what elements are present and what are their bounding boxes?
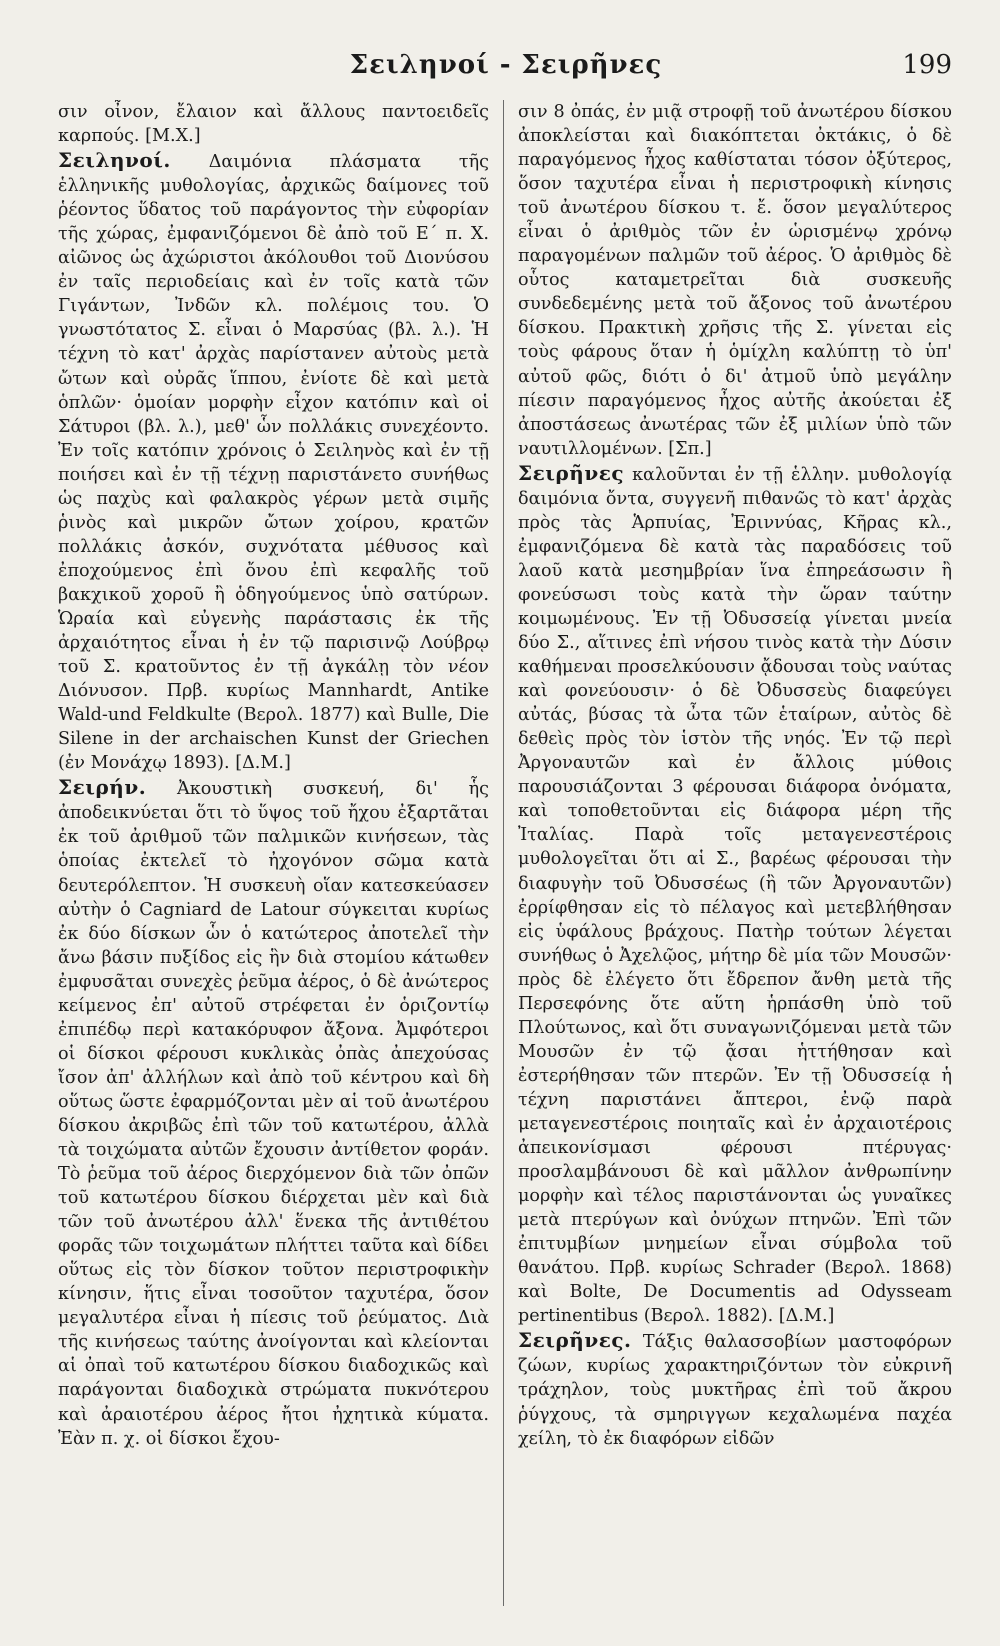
- entry-seirenes-zoology: [518, 1328, 952, 1450]
- entry-lemma: Σειρῆνες.: [518, 1328, 632, 1353]
- entry-lemma: Σειρήν.: [58, 775, 147, 800]
- running-head: Σειληνοί - Σειρῆνες: [349, 50, 663, 80]
- entry-lemma: Σειληνοί.: [58, 148, 171, 173]
- entry-lemma: Σειρῆνες: [518, 460, 625, 485]
- entry-text: καλοῦνται ἐν τῇ ἑλλην. μυθολογίᾳ δαιμόνια ὄντα, συγγενῆ πιθανῶς τὸ κατ' ἀρχὰς πρὸς τὰς Ἁρπυίας, Ἐριννύας, Κῆρας κλ., ἐμφανιζόμενα δὲ κατὰ τὰς παραδόσεις τοῦ λαοῦ κατὰ μεσημβρίαν ἵνα ἐπηρεάσωσιν ἢ φονεύσωσι τοὺς κατὰ τὴν ὥραν ταύτην κοιμωμένους. Ἐν τῇ Ὀδυσσείᾳ γίνεται μνεία δύο Σ., αἵτινες ἐπὶ νήσου τινὸς κατὰ τὴν Δύσιν καθήμεναι προσελκύουσιν ᾄδουσαι τοὺς ναύτας καὶ φονεύουσιν· ὁ δὲ Ὀδυσσεὺς διαφεύγει αὐτάς, βύσας τὰ ὦτα τῶν ἑταίρων, αὐτὸς δὲ δεθεὶς πρὸς τὸν ἱστὸν τῆς νηός. Ἐν τῷ περὶ Ἀργοναυτῶν καὶ ἐν ἄλλοις μύθοις παρουσιάζονται 3 φέρουσαι διάφορα ὀνόματα, καὶ τοποθετοῦνται εἰς διάφορα μέρη τῆς Ἰταλίας. Παρὰ τοῖς μεταγενεστέροις μυθολογεῖται ὅτι αἱ Σ., βαρέως φέρουσαι τὴν διαφυγὴν τοῦ Ὀδυσσέως (ἢ τῶν Ἀργοναυτῶν) ἐρρίφθησαν εἰς τὸ πέλαγος καὶ μετεβλήθησαν εἰς ὑφάλους βράχους. Πατὴρ τούτων λέγεται συνήθως ὁ Ἀχελῷος, μήτηρ δὲ μία τῶν Μουσῶν· πρὸς δὲ ἐλέγετο ὅτι ἔδρεπον ἄνθη μετὰ τῆς Περσεφόνης ὅτε αὕτη ἡρπάσθη ὑπὸ τοῦ Πλούτωνος, καὶ ὅτι συναγωνιζόμεναι μετὰ τῶν Μουσῶν ἐν τῷ ᾄσαι ἡττήθησαν καὶ ἐστερήθησαν τῶν πτερῶν. Ἐν τῇ Ὀδυσσείᾳ ἡ τέχνη παριστάνει ἄπτεροι, ἐνῷ παρὰ μεταγενεστέροις ποιηταῖς καὶ ἐν ἀρχαιοτέροις ἀπεικονίσμασι φέρουσι πτέρυγας· προσλαμβάνουσι δὲ καὶ μᾶλλον ἀνθρωπίνην μορφὴν καὶ τέλος παριστάνονται ὡς γυναῖκες μετὰ πτερύγων καὶ ὀνύχων πτηνῶν. Ἐπὶ τῶν ἐπιτυμβίων μνημείων εἶναι σύμβολα τοῦ θανάτου. Πρβ. κυρίως Schrader (Βερολ. 1868) καὶ Bolte, De Documentis ad Odysseam pertinentibus (Βερολ. 1882). [Δ.Μ.]: [518, 464, 952, 1327]
- entry-text: Τάξις θαλασσοβίων μαστοφόρων ζώων, κυρίως χαρακτηριζόντων τὸν εὐκρινῆ τράχηλον, τοὺς μυκτῆρας ἐπὶ τοῦ ἄκρου ῥύγχους, τὰ σμηριγγων κεχαλωμένα παχέα χείλη, τὸ ἐκ διαφόρων εἰδῶν: [518, 1332, 952, 1449]
- page-number: 199: [902, 50, 952, 80]
- left-column: [56, 100, 504, 1606]
- entry-seilenoi: [58, 148, 489, 775]
- paragraph-text: σιν 8 ὀπάς, ἐν μιᾷ στροφῇ τοῦ ἀνωτέρου δίσκου ἀποκλείσται καὶ διακόπτεται ὀκτάκις, ὁ δὲ παραγόμενος ἦχος καθίσταται τόσον ὀξύτερος, ὅσον ταχυτέρα εἶναι ἡ περιστροφικὴ κίνησις τοῦ ἀνωτέρου δίσκου τ. ἔ. ὅσον μεγαλύτερος εἶναι ὁ ἀριθμὸς τῶν ἐν ὡρισμένῳ χρόνῳ παραγομένων παλμῶν τοῦ ἀέρος. Ὁ ἀριθμὸς δὲ οὗτος καταμετρεῖται διὰ συσκευῆς συνδεδεμένης μετὰ τοῦ ἄξονος τοῦ ἀνωτέρου δίσκου. Πρακτικὴ χρῆσις τῆς Σ. γίνεται εἰς τοὺς φάρους ὅταν ἡ ὁμίχλη καλύπτῃ τὸ ὑπ' αὐτοῦ φῶς, διότι ὁ δι' ἀτμοῦ ὑπὸ μεγάλην πίεσιν παραγόμενος ἦχος αὐτῆς ἀκούεται ἐξ ἀποστάσεως ἀνωτέρας τῶν ἐξ μιλίων ὑπὸ τῶν ναυτιλλομένων. [Σπ.]: [518, 102, 952, 459]
- paragraph-text: σιν οἶνον, ἔλαιον καὶ ἄλλους παντοειδεῖς καρπούς. [Μ.Χ.]: [58, 102, 489, 147]
- entry-text: Ἀκουστικὴ συσκευή, δι' ἧς ἀποδεικνύεται ὅτι τὸ ὕψος τοῦ ἤχου ἐξαρτᾶται ἐκ τοῦ ἀριθμοῦ τῶν παλμικῶν κινήσεων, τὰς ὁποίας ἐκτελεῖ τὸ ἠχογόνον σῶμα κατὰ δευτερόλεπτον. Ἡ συσκευὴ οἵαν κατεσκεύασεν αὐτὴν ὁ Cagniard de Latour σύγκειται κυρίως ἐκ δύο δίσκων ὧν ὁ κατώτερος ἀποτελεῖ τὴν ἄνω βάσιν πυξίδος εἰς ἣν διὰ στομίου κάτωθεν ἐμφυσᾶται συνεχὲς ῥεῦμα ἀέρος, ὁ δὲ ἀνώτερος κείμενος ἐπ' αὐτοῦ στρέφεται ἐν ὁριζοντίῳ ἐπιπέδῳ περὶ κατακόρυφον ἄξονα. Ἀμφότεροι οἱ δίσκοι φέρουσι κυκλικὰς ὀπὰς ἀπεχούσας ἴσον ἀπ' ἀλλήλων καὶ ἀπὸ τοῦ κέντρου καὶ δὴ οὕτως ὥστε ἐφαρμόζονται μὲν αἱ τοῦ ἀνωτέρου δίσκου ἀκριβῶς ἐπὶ τῶν τοῦ κατωτέρου, ἀλλὰ τὰ τοιχώματα αὐτῶν ἔχουσιν ἀντίθετον φοράν. Τὸ ῥεῦμα τοῦ ἀέρος διερχόμενον διὰ τῶν ὀπῶν τοῦ κατωτέρου δίσκου διέρχεται μὲν καὶ διὰ τῶν τοῦ ἀνωτέρου ἀλλ' ἕνεκα τῆς ἀντιθέτου φορᾶς τῶν τοιχωμάτων πλήττει ταῦτα καὶ δίδει οὕτως εἰς τὸν δίσκον τοῦτον περιστροφικὴν κίνησιν, ἥτις εἶναι τοσοῦτον ταχυτέρα, ὅσον μεγαλυτέρα εἶναι ἡ πίεσις τοῦ ῥεύματος. Διὰ τῆς κινήσεως ταύτης ἀνοίγονται καὶ κλείονται αἱ ὀπαὶ τοῦ κατωτέρου δίσκου διαδοχικῶς καὶ παράγονται διαδοχικὰ στρώματα πυκνότερου καὶ ἀραιοτέρου ἀέρος ἤτοι ἠχητικὰ κύματα. Ἐὰν π. χ. οἱ δίσκοι ἔχου-: [58, 779, 490, 1449]
- entry-text: Δαιμόνια πλάσματα τῆς ἑλληνικῆς μυθολογίας, ἀρχικῶς δαίμονες τοῦ ῥέοντος ὕδατος τοῦ παράγοντος τὴν εὐφορίαν τῆς χώρας, ἐμφανιζόμενοι δὲ ἀπὸ τοῦ Ε΄ π. Χ. αἰῶνος ὡς ἀχώριστοι ἀκόλουθοι τοῦ Διονύσου ἐν ταῖς περιοδείαις καὶ ἐν τοῖς κατὰ τῶν Γιγάντων, Ἰνδῶν κλ. πολέμοις του. Ὁ γνωστότατος Σ. εἶναι ὁ Μαρσύας (βλ. λ.). Ἡ τέχνη τὸ κατ' ἀρχὰς παρίστανεν αὐτοὺς μετὰ ὤτων καὶ οὐρᾶς ἵππου, ἐνίοτε δὲ καὶ μετὰ ὁπλῶν· ὁμοίαν μορφὴν εἶχον κατόπιν καὶ οἱ Σάτυροι (βλ. λ.), μεθ' ὧν πολλάκις συνεχέοντο. Ἐν τοῖς κατόπιν χρόνοις ὁ Σειληνὸς καὶ ἐν τῇ ποιήσει καὶ ἐν τῇ τέχνῃ παριστάνετο συνήθως ὡς παχὺς καὶ φαλακρὸς γέρων μετὰ σιμῆς ῥινὸς καὶ μικρῶν ὤτων χοίρου, κρατῶν πολλάκις ἀσκόν, συχνότατα μέθυσος καὶ ἐποχούμενος ἐπὶ ὄνου ἐπὶ κεφαλῆς τοῦ βακχικοῦ χοροῦ ἢ ὁδηγούμενος ὑπὸ σατύρων. Ὡραία καὶ εὐγενὴς παράστασις ἐκ τῆς ἀρχαιότητος εἶναι ἡ ἐν τῷ παρισινῷ Λούβρῳ τοῦ Σ. κρατοῦντος ἐν τῇ ἀγκάλῃ τὸν νέον Διόνυσον. Πρβ. κυρίως Mannhardt, Antike Wald-und Feldkulte (Βερολ. 1877) καὶ Bulle, Die Silene in der archaischen Kunst der Griechen (ἐν Μονάχῳ 1893). [Δ.Μ.]: [58, 152, 489, 774]
- right-column: [504, 100, 952, 1606]
- page-header: [60, 44, 952, 94]
- text-columns: [56, 100, 952, 1606]
- entry-seiren: [58, 775, 489, 1450]
- continued-paragraph: [518, 100, 952, 461]
- entry-seirenes-myth: [518, 461, 952, 1329]
- continued-paragraph: [58, 100, 489, 148]
